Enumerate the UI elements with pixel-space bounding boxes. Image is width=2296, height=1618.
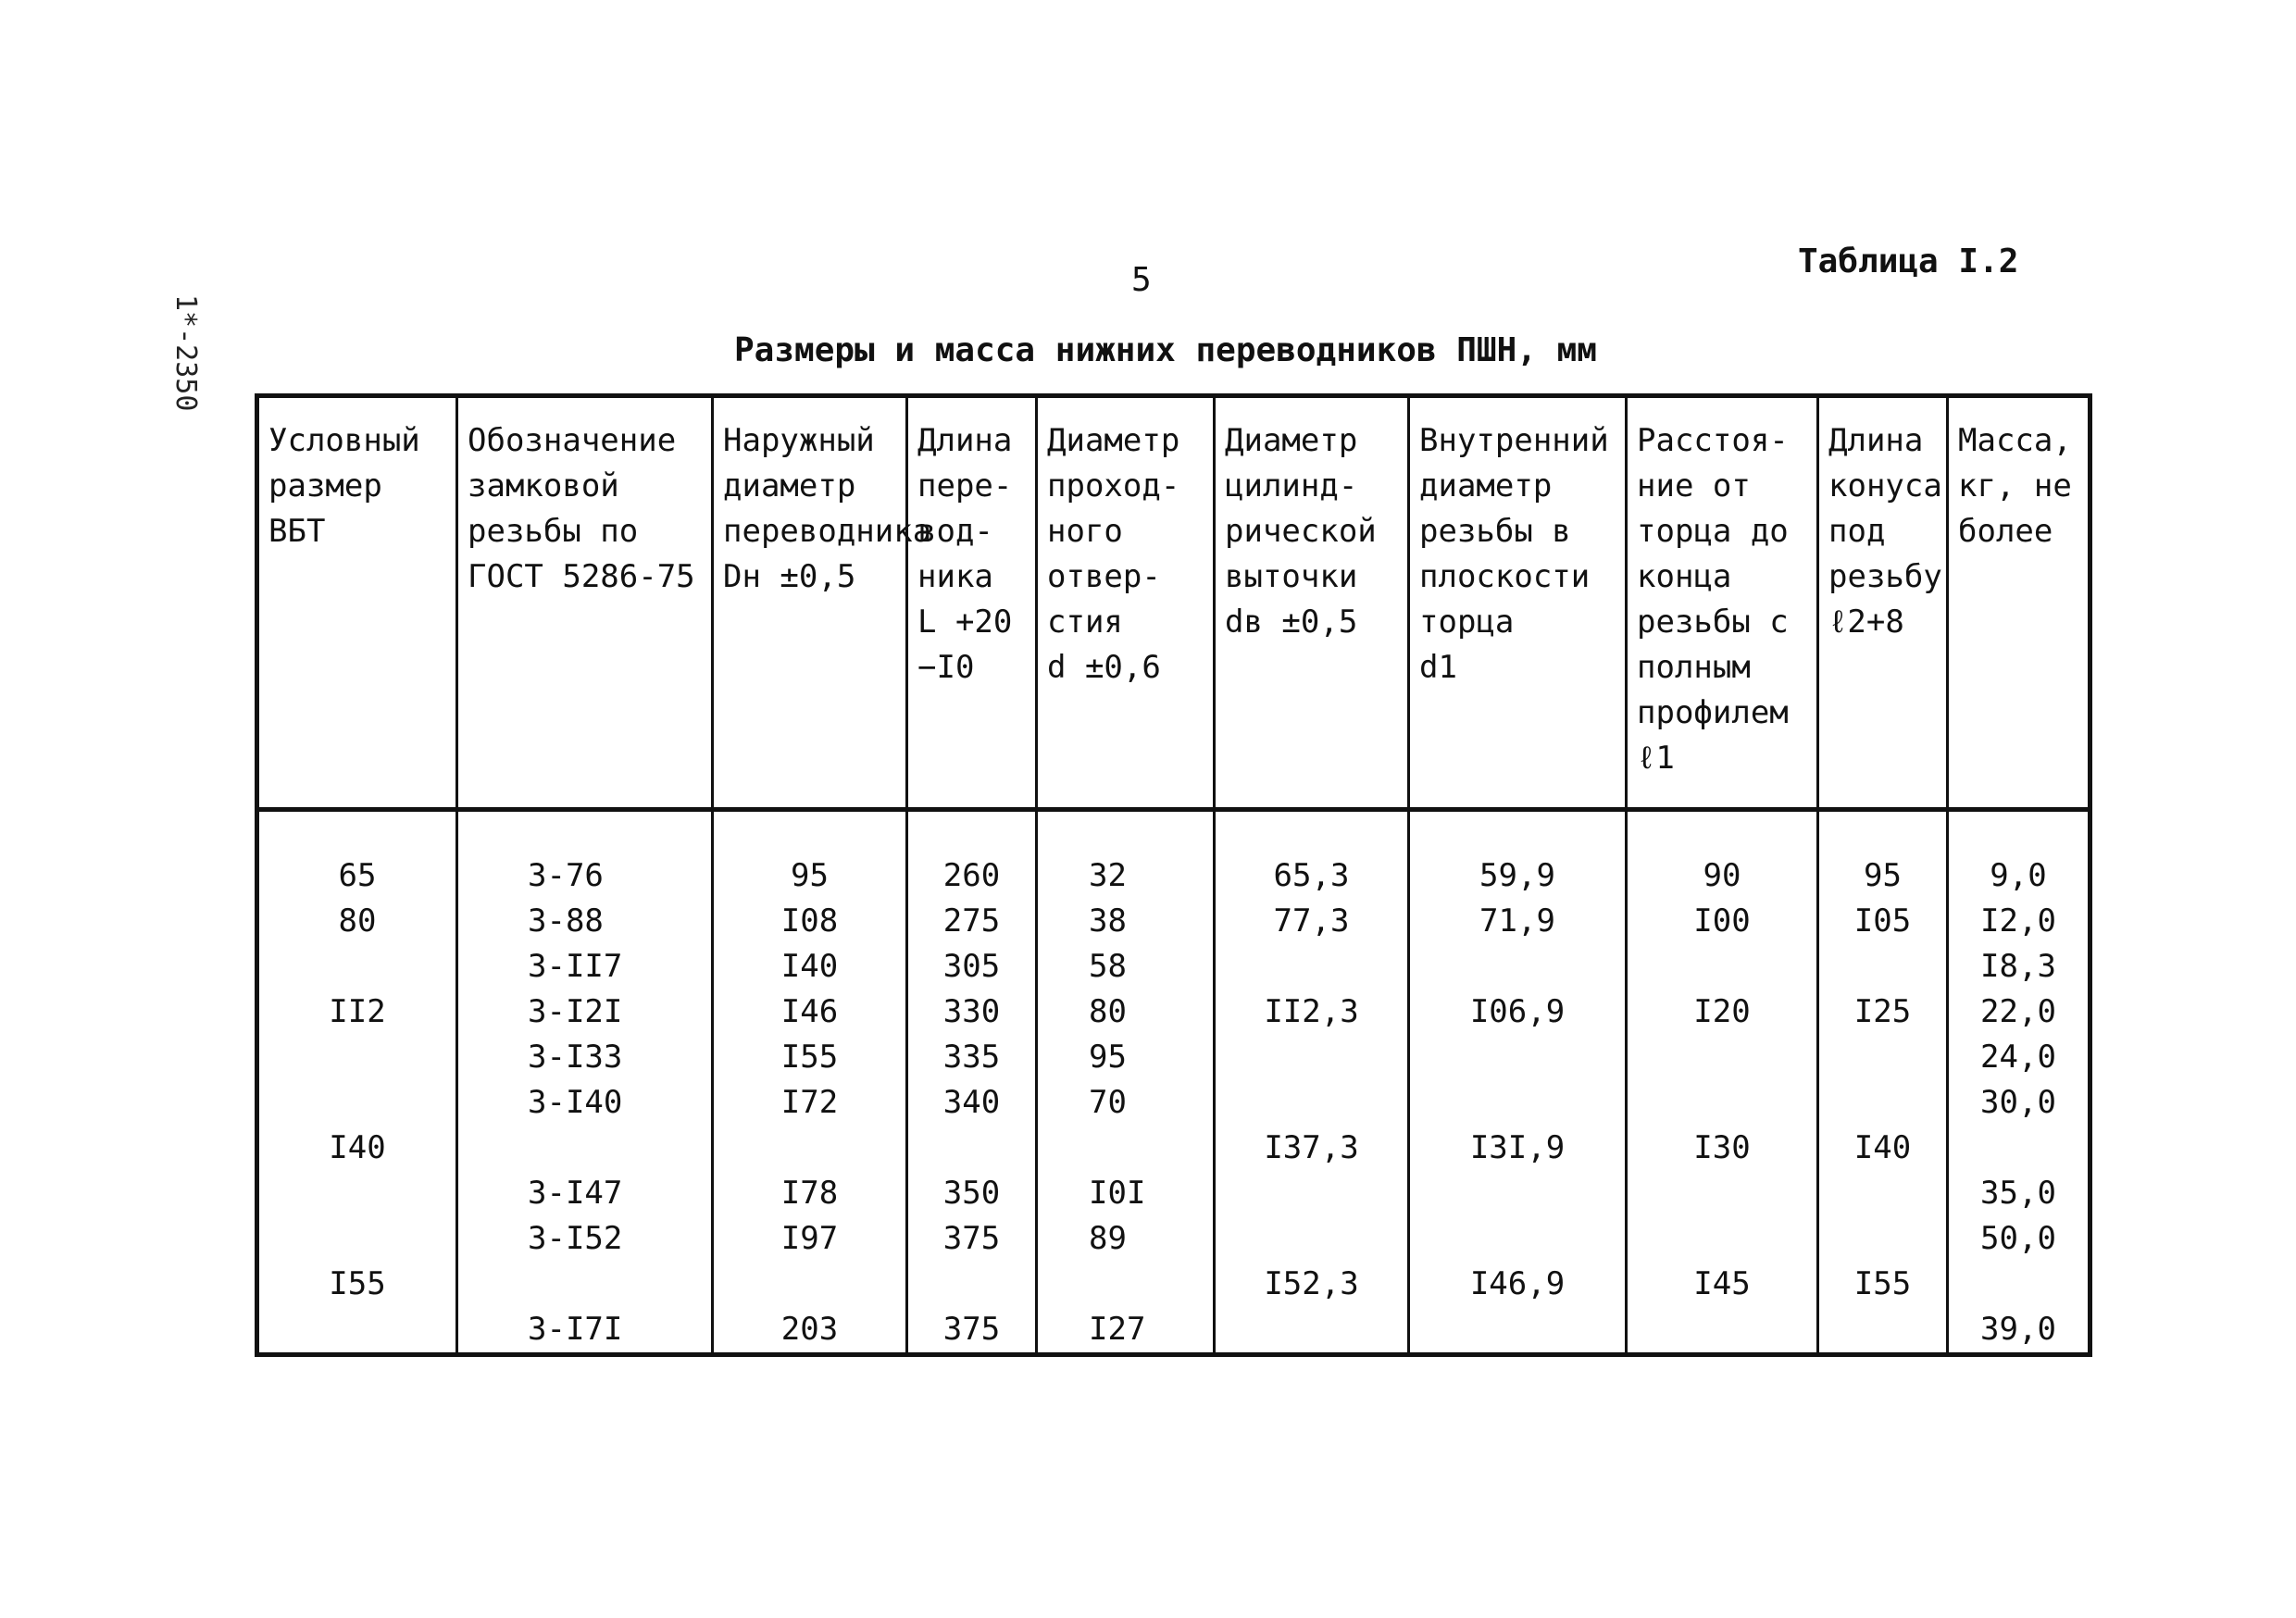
column-outer-diameter: 95 I08 I40 I46 I55 I72 I78 I97 203: [713, 810, 907, 1355]
column-length: 260 275 305 330 335 340 350 375 375: [907, 810, 1037, 1355]
header-full-profile-distance: Расстоя- ние от торца до конца резьбы с полным профилем ℓ1: [1627, 396, 1818, 810]
column-recess-diameter: 65,3 77,3 II2,3 I37,3 I52,3: [1215, 810, 1409, 1355]
side-margin-mark: 1*-2350: [169, 294, 202, 412]
header-length: Длина пере- вод- ника L +20 −I0: [907, 396, 1037, 810]
table-title: Размеры и масса нижних переводников ПШН, мм: [734, 331, 1597, 369]
column-bore-diameter: 32 38 58 80 95 70 I0I 89 I27: [1037, 810, 1215, 1355]
page-number: 5: [1131, 261, 1152, 299]
header-nominal-size: Условный размер ВБТ: [257, 396, 457, 810]
column-nominal-size: 65 80 II2 I40 I55: [257, 810, 457, 1355]
header-bore-diameter: Диаметр проход- ного отвер- стия d ±0,6: [1037, 396, 1215, 810]
column-mass: 9,0 I2,0 I8,3 22,0 24,0 30,0 35,0 50,0 39,0: [1948, 810, 2090, 1355]
column-cone-length: 95 I05 I25 I40 I55: [1818, 810, 1948, 1355]
header-row: [257, 396, 2090, 810]
header-cone-length: Длина конуса под резьбу ℓ2+8: [1818, 396, 1948, 810]
header-recess-diameter: Диаметр цилинд- рической выточки dв ±0,5: [1215, 396, 1409, 810]
header-inner-thread-diameter: Внутренний диаметр резьбы в плоскости торца d1: [1409, 396, 1627, 810]
table-number-label: Таблица I.2: [1798, 243, 2019, 280]
column-thread-designation: З-76 З-88 З-II7 З-I2I З-I33 З-I40 З-I47 З-I52 З-I7I: [457, 810, 713, 1355]
column-inner-thread-diameter: 59,9 71,9 I06,9 I3I,9 I46,9: [1409, 810, 1627, 1355]
header-mass: Масса, кг, не более: [1948, 396, 2090, 810]
column-full-profile-distance: 90 I00 I20 I30 I45: [1627, 810, 1818, 1355]
dimensions-table: [255, 393, 2092, 1357]
header-outer-diameter: Наружный диаметр переводника Dн ±0,5: [713, 396, 907, 810]
header-thread-designation: Обозначение замковой резьбы по ГОСТ 5286-75: [457, 396, 713, 810]
table-body-row: [257, 810, 2090, 1355]
